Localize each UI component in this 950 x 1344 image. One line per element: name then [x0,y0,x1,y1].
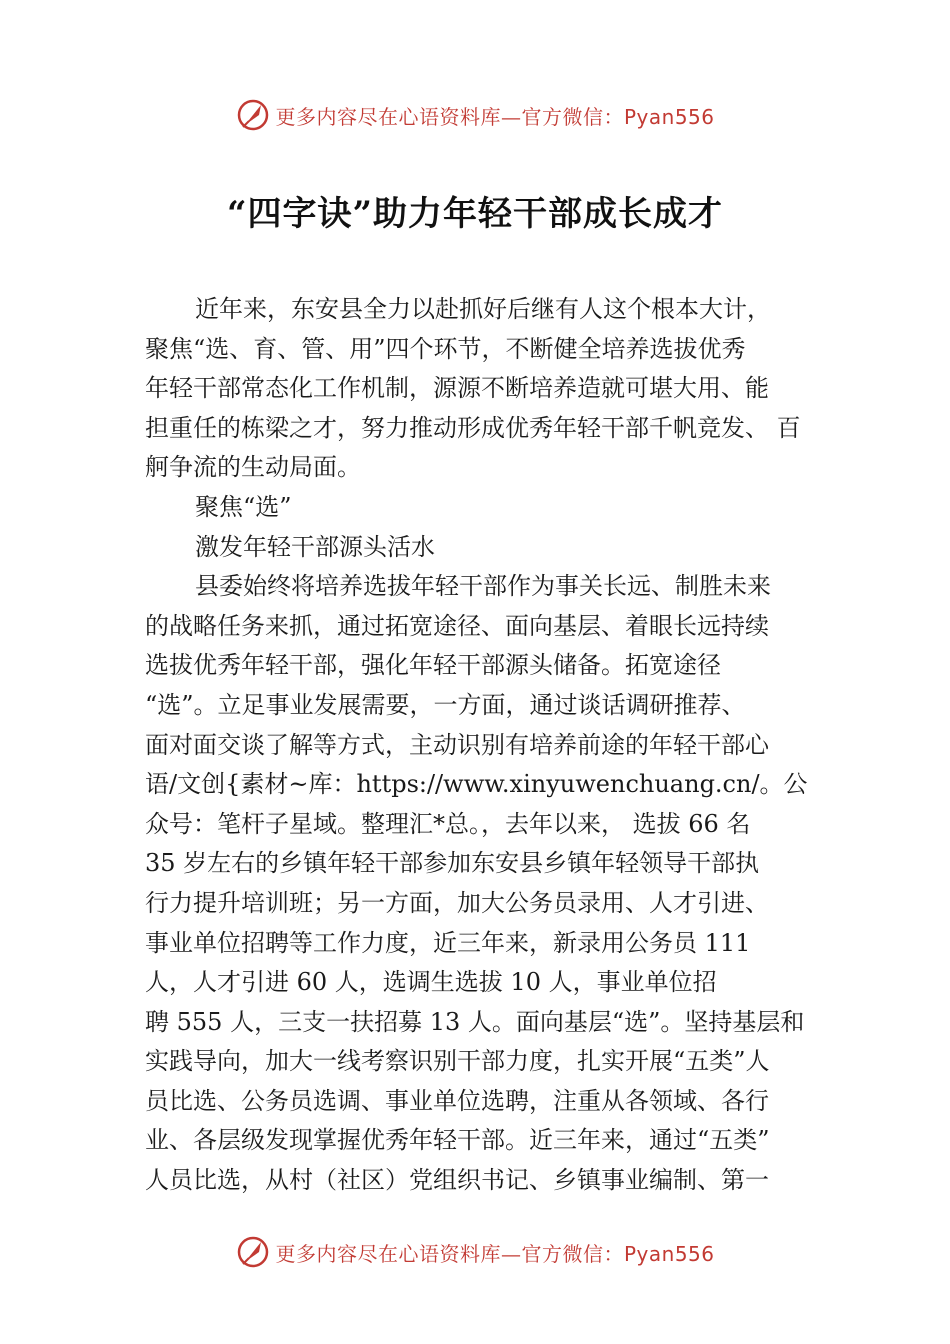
article-body [145,290,825,1201]
text-line: “选”。立足事业发展需要，一方面，通过谈话调研推荐、 [145,690,746,719]
quill-icon [235,1234,271,1270]
text-line: 的战略任务来抓，通过拓宽途径、面向基层、着眼长远持续 [145,611,769,640]
text-line: 语/文创{素材~库：https://www.xinyuwenchuang.cn/。公 [145,770,808,799]
text-line: 县委始终将培养选拔年轻干部作为事关长远、制胜未来 [195,572,771,601]
text-line: 众号：笔杆子星域。整理汇*总。，去年以来， 选拔 66 名 [145,809,751,838]
text-line: 业、各层级发现掌握优秀年轻干部。近三年来，通过“五类” [145,1126,770,1155]
quill-icon [235,97,271,133]
text-line: 担重任的栋梁之才，努力推动形成优秀年轻干部千帆竞发、 百 [145,413,801,442]
footer-banner [0,1232,950,1272]
text-line: 聘 555 人，三支一扶招募 13 人。面向基层“选”。坚持基层和 [145,1007,805,1036]
header-banner [0,95,950,135]
text-line: 人，人才引进 60 人，选调生选拔 10 人，事业单位招 [145,968,717,997]
text-line: 面对面交谈了解等方式，主动识别有培养前途的年轻干部心 [145,730,769,759]
text-line: 实践导向，加大一线考察识别干部力度，扎实开展“五类”人 [145,1047,770,1076]
text-line: 聚焦“选、育、管、用”四个环节，不断健全培养选拔优秀 [145,334,746,363]
section-subheading: 激发年轻干部源头活水 [195,532,435,561]
section-heading: 聚焦“选” [195,492,292,521]
text-line: 舸争流的生动局面。 [145,453,361,482]
banner-text: 更多内容尽在心语资料库—官方微信：Pyan556 [275,104,715,129]
text-line: 选拔优秀年轻干部，强化年轻干部源头储备。拓宽途径 [145,651,721,680]
text-line: 人员比选，从村（社区）党组织书记、乡镇事业编制、第一 [145,1166,769,1195]
text-line: 35 岁左右的乡镇年轻干部参加东安县乡镇年轻领导干部执 [145,849,760,878]
text-line: 近年来，东安县全力以赴抓好后继有人这个根本大计， [195,295,771,323]
text-line: 事业单位招聘等工作力度，近三年来，新录用公务员 111 [145,928,751,957]
text-line: 员比选、公务员选调、事业单位选聘，注重从各领域、各行 [145,1086,769,1115]
text-line: 行力提升培训班；另一方面，加大公务员录用、人才引进、 [145,888,769,917]
page-title: “四字诀”助力年轻干部成长成才 [226,194,724,234]
banner-text: 更多内容尽在心语资料库—官方微信：Pyan556 [275,1241,715,1266]
text-line: 年轻干部常态化工作机制，源源不断培养造就可堪大用、能 [145,374,769,403]
